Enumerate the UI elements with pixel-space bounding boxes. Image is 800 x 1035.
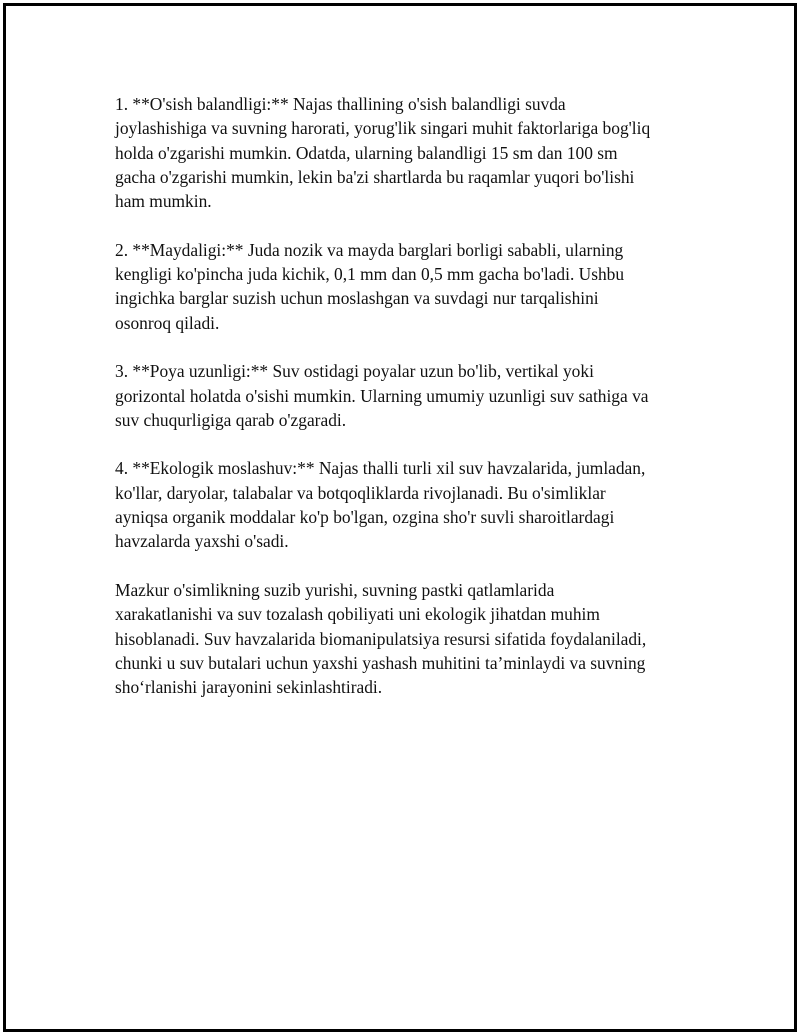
paragraph-poya-uzunligi: 3. **Poya uzunligi:** Suv ostidagi poyalar uzun bo'lib, vertikal yoki gorizontal holatda o'sishi mumkin. Ularning umumiy uzunligi suv sathiga va suv chuqurligiga qarab o'zgaradi. (115, 361, 649, 430)
paragraph-conclusion: Mazkur o'simlikning suzib yurishi, suvning pastki qatlamlarida xarakatlanishi va suv tozalash qobiliyati uni ekologik jihatdan muhim hisoblanadi. Suv havzalarida biomanipulatsiya resursi sifatida foydalaniladi, chunki u suv butalari uchun yaxshi yashash muhitini ta’minlaydi va suvning sho‘rlanishi jarayonini sekinlashtiradi. (115, 579, 647, 698)
paragraph-osish-balandligi: 1. **O'sish balandligi:** Najas thallining o'sish balandligi suvda joylashishiga va suvning harorati, yorug'lik singari muhit faktorlariga bog'liq holda o'zgarishi mumkin. Odatda, ularning balandligi 15 sm dan 100 sm gacha o'zgarishi mumkin, lekin ba'zi shartlarda bu raqamlar yuqori bo'lishi ham mumkin. (115, 94, 651, 212)
document-body (115, 92, 695, 724)
paragraph-ekologik-moslashuv: 4. **Ekologik moslashuv:** Najas thalli turli xil suv havzalarida, jumladan, ko'llar, daryolar, talabalar va botqoqliklarda rivojlanadi. Bu o'simliklar ayniqsa organik moddalar ko'p bo'lgan, ozgina sho'r suvli sharoitlardagi havzalarda yaxshi o'sadi. (115, 458, 646, 552)
paragraph-maydaligi: 2. **Maydaligi:** Juda nozik va mayda barglari borligi sababli, ularning kengligi ko'pincha juda kichik, 0,1 mm dan 0,5 mm gacha bo'ladi. Ushbu ingichka barglar suzish uchun moslashgan va suvdagi nur tarqalishini osonroq qiladi. (115, 239, 625, 333)
